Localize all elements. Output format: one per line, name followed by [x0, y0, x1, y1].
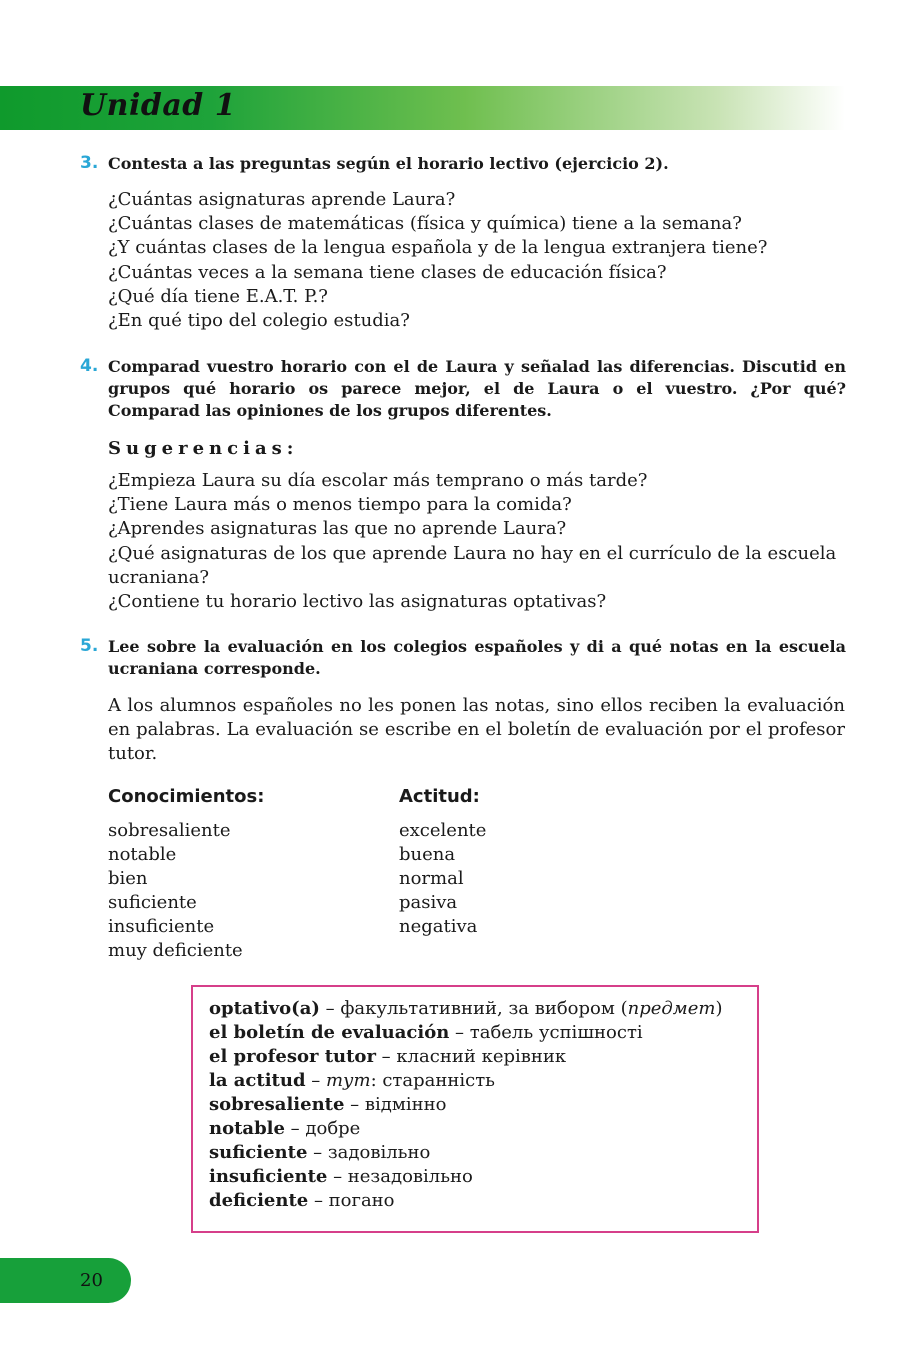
page-number: 20	[80, 1270, 103, 1291]
vocab-note: тут	[325, 1070, 371, 1091]
instruction-text: Contesta a las preguntas según el horario lectivo (ejercicio 2).	[108, 154, 669, 173]
grade-item: sobresaliente	[108, 820, 231, 841]
grade-item: suficiente	[108, 892, 197, 913]
vocab-definition: – факультативний, за вибором (	[319, 998, 628, 1019]
attitude-item: normal	[399, 868, 464, 889]
instruction-text: Comparad vuestro horario con el de Laura y señalad las diferencias. Discutid en grupos qué horario os parece mejor, el de Laura o el vuestro. ¿Por qué? Comparad las opiniones de los grupos diferentes.	[108, 357, 846, 420]
unit-title: Unidad 1	[80, 88, 237, 123]
grade-item: muy deficiente	[108, 940, 243, 961]
question: ¿En qué tipo del colegio estudia?	[108, 310, 410, 332]
grade-item: notable	[108, 844, 177, 865]
vocab-entry	[209, 1045, 722, 1069]
suggestion: ¿Empieza Laura su día escolar más temprano o más tarde?	[108, 470, 648, 491]
exercise-4-suggestions	[108, 469, 848, 614]
vocab-entry	[209, 1141, 722, 1165]
instruction-text: Lee sobre la evaluación en los colegios españoles y di a qué notas en la escuela ucraniana corresponde.	[108, 637, 846, 678]
exercise-5-instruction	[80, 636, 846, 680]
vocab-definition: – відмінно	[344, 1094, 447, 1115]
vocab-term: optativo(a)	[209, 998, 320, 1019]
attitude-item: negativa	[399, 916, 478, 937]
vocab-entry	[209, 1165, 722, 1189]
vocab-term: la actitud	[209, 1070, 306, 1091]
vocab-term: el profesor tutor	[209, 1046, 376, 1067]
suggestion: ¿Tiene Laura más o menos tiempo para la comida?	[108, 494, 572, 516]
vocab-definition: – незадовільно	[327, 1166, 473, 1187]
vocab-term: insuficiente	[209, 1166, 328, 1187]
question: ¿Qué día tiene E.A.T. P.?	[108, 285, 328, 307]
actitud-heading: Actitud:	[399, 786, 480, 807]
grade-item: bien	[108, 868, 148, 889]
question: ¿Cuántas asignaturas aprende Laura?	[108, 189, 456, 210]
question: ¿Cuántas clases de matemáticas (física y química) tiene a la semana?	[108, 213, 742, 235]
vocab-definition: –	[305, 1070, 326, 1091]
exercise-4-instruction	[80, 356, 846, 422]
suggestion: ¿Qué asignaturas de los que aprende Laura no hay en el currículo de la escuela	[108, 542, 837, 564]
vocab-entry	[209, 1117, 722, 1141]
vocab-term: suficiente	[209, 1142, 308, 1163]
exercise-number: 3.	[80, 153, 99, 173]
vocab-entry	[209, 1069, 722, 1093]
suggestion: ucraniana?	[108, 566, 210, 588]
exercise-number: 4.	[80, 356, 99, 376]
suggestion: ¿Contiene tu horario lectivo las asignaturas optativas?	[108, 591, 607, 613]
vocab-term: notable	[209, 1118, 285, 1139]
question: ¿Y cuántas clases de la lengua española y de la lengua extranjera tiene?	[108, 237, 768, 259]
vocab-entry	[209, 1093, 722, 1117]
vocabulary-list	[209, 997, 722, 1213]
attitude-item: excelente	[399, 820, 487, 841]
conocimientos-list	[108, 819, 243, 963]
vocab-term: deficiente	[209, 1190, 309, 1211]
question: ¿Cuántas veces a la semana tiene clases de educación física?	[108, 261, 667, 283]
page-number-tab	[0, 1258, 131, 1303]
exercise-3-instruction	[80, 153, 846, 175]
exercise-3-questions	[108, 188, 848, 333]
vocab-definition: – добре	[284, 1118, 361, 1139]
vocab-definition: – табель успішності	[449, 1022, 643, 1043]
actitud-list	[399, 819, 486, 939]
grade-item: insuficiente	[108, 916, 215, 937]
vocab-note: предмет	[627, 998, 716, 1019]
attitude-item: buena	[399, 844, 456, 865]
vocab-term: el boletín de evaluación	[209, 1022, 450, 1043]
attitude-item: pasiva	[399, 892, 458, 913]
vocab-definition: – задовільно	[307, 1142, 431, 1163]
vocab-tail: )	[715, 998, 723, 1019]
exercise-number: 5.	[80, 636, 99, 656]
evaluation-paragraph: A los alumnos españoles no les ponen las notas, sino ellos reciben la evaluación en palabras. La evaluación se escribe en el boletín de evaluación por el profesor tutor.	[108, 695, 845, 764]
suggestion: ¿Aprendes asignaturas las que no aprende Laura?	[108, 518, 567, 540]
vocab-entry	[209, 1189, 722, 1213]
vocab-term: sobresaliente	[209, 1094, 345, 1115]
vocab-definition: – погано	[308, 1190, 395, 1211]
vocab-entry	[209, 997, 722, 1021]
vocab-tail: : старанність	[370, 1070, 495, 1091]
suggestions-title: Sugerencias:	[108, 438, 299, 459]
vocab-entry	[209, 1021, 722, 1045]
conocimientos-heading: Conocimientos:	[108, 786, 265, 807]
vocab-definition: – класний керівник	[375, 1046, 567, 1067]
